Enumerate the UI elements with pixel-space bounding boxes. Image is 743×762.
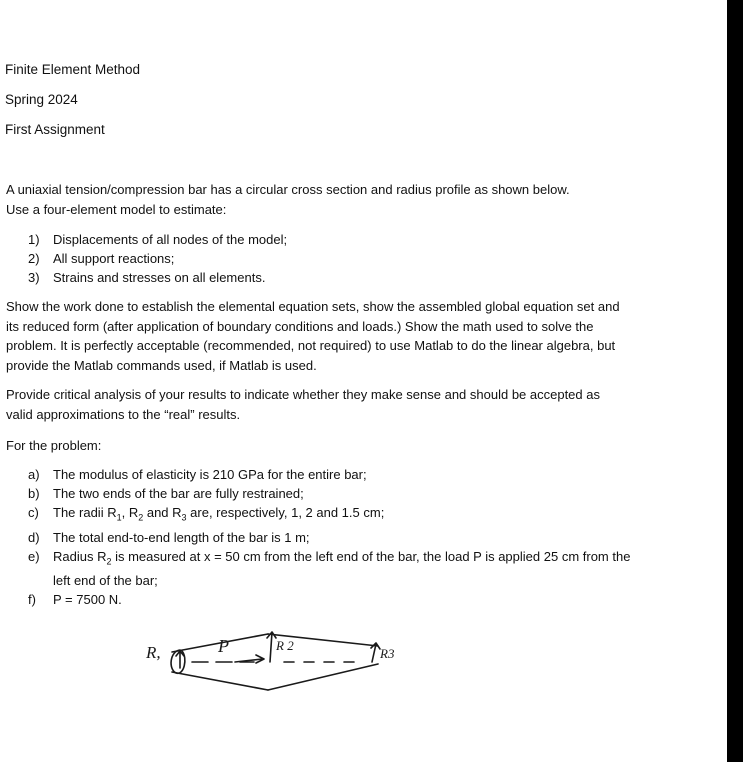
bar-bottom-right-edge (268, 664, 378, 690)
list-text: All support reactions; (53, 251, 175, 266)
list-text: The radii $R_1$, $R_2$ and $R_3$ are, respectively, 1, 2 and 1.5 cm; (53, 505, 385, 523)
list-marker: b) (28, 486, 40, 501)
r3-label: R3 (380, 646, 395, 661)
list-text: P = 7500 N. (53, 592, 122, 608)
bar-sketch (140, 624, 410, 694)
list-item (28, 230, 648, 249)
r2-label: R 2 (276, 638, 294, 653)
list-item (28, 547, 648, 591)
list-marker: a) (28, 467, 40, 482)
term-label: Spring 2024 (5, 92, 78, 107)
list-item (28, 503, 648, 528)
r1-label: R, (146, 643, 161, 662)
r3-arrow (371, 643, 380, 662)
list-text: The modulus of elasticity is 210 GPa for the entire bar; (53, 467, 367, 482)
r1-arrow (176, 651, 184, 668)
problem-heading: For the problem: (6, 438, 102, 453)
list-text: The total end-to-end length of the bar is 1 m; (53, 529, 310, 545)
course-title: Finite Element Method (5, 62, 141, 77)
list-item (28, 249, 648, 268)
list-marker: e) (28, 548, 40, 564)
list-item (28, 590, 648, 609)
load-p-label: P (218, 636, 229, 656)
list-text: The two ends of the bar are fully restrained; (53, 486, 304, 501)
list-marker: 1) (28, 232, 40, 247)
task-list (28, 230, 648, 287)
bar-sketch-svg (140, 624, 410, 694)
assignment-title: First Assignment (5, 122, 105, 137)
list-text: Strains and stresses on all elements. (53, 270, 266, 285)
conditions-list (28, 465, 648, 609)
list-item (28, 528, 648, 547)
bar-bottom-left-edge (172, 672, 268, 690)
list-marker: d) (28, 529, 40, 545)
list-marker: 3) (28, 270, 40, 285)
list-text: Radius $R_2$ is measured at x = 50 cm from the left end of the bar, the load P is applied 25 cm from the left end of the bar; (53, 548, 631, 589)
intro-line-1: A uniaxial tension/compression bar has a circular cross section and radius profile as shown below. (6, 182, 570, 197)
r2-arrow (267, 632, 276, 662)
work-paragraph: Show the work done to establish the elemental equation sets, show the assembled global equation set and its reduced form (after application of boundary conditions and loads.) Show the math used to solve the problem. It is perfectly acceptable (recommended, not required) to use Matlab to do the linear algebra, but provide the Matlab commands used, if Matlab is used. (6, 299, 620, 373)
right-edge-bar (727, 0, 743, 762)
list-item (28, 465, 648, 484)
list-marker: 2) (28, 251, 40, 266)
list-text: Displacements of all nodes of the model; (53, 232, 288, 247)
intro-line-2: Use a four-element model to estimate: (6, 202, 227, 217)
list-marker: c) (28, 505, 39, 520)
list-marker: f) (28, 592, 36, 608)
analysis-paragraph: Provide critical analysis of your results to indicate whether they make sense and should be accepted as valid approximations to the “real” results. (6, 387, 600, 422)
list-item (28, 484, 648, 503)
list-item (28, 268, 648, 287)
